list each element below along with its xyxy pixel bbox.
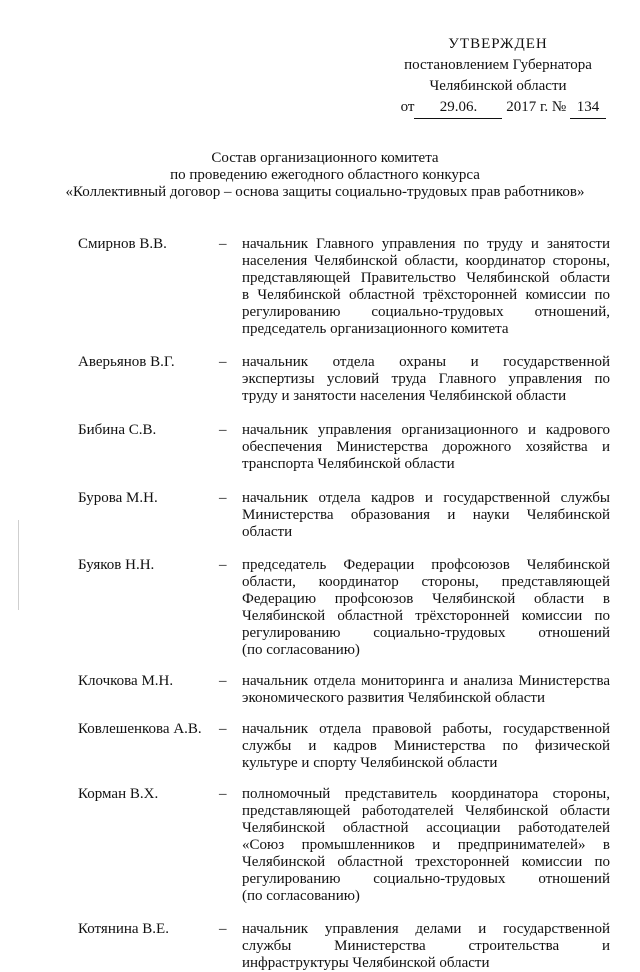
member-row [0, 422, 640, 473]
document-title-line-1: Состав организационного комитета [211, 150, 439, 166]
member-dash: – [219, 490, 227, 506]
member-position-line: обеспечения Министерства дорожного хозяйства и [242, 439, 610, 455]
member-position-line: инфраструктуры Челябинской области [242, 955, 490, 971]
document-title-line-2: по проведению ежегодного областного конкурса [170, 167, 480, 183]
member-position-line: экспертизы условий труда Главного управления по [242, 371, 610, 387]
member-name: Котянина В.Е. [78, 921, 169, 937]
member-position-line: области [242, 524, 293, 540]
member-dash: – [219, 721, 227, 737]
member-position-line: регулированию социально-трудовых отношений [242, 625, 610, 641]
member-name: Бурова М.Н. [78, 490, 158, 506]
approval-stamp [368, 34, 628, 119]
member-position-line: начальник отдела кадров и государственной службы [242, 490, 610, 506]
member-dash: – [219, 786, 227, 802]
member-position-line: транспорта Челябинской области [242, 456, 455, 472]
member-name: Смирнов В.В. [78, 236, 167, 252]
document-title [30, 150, 620, 201]
member-row [0, 673, 640, 707]
member-position-line: труду и занятости населения Челябинской области [242, 388, 567, 404]
member-name: Клочкова М.Н. [78, 673, 174, 689]
member-name: Ковлешенкова А.В. [78, 721, 202, 737]
member-position-line: председатель организационного комитета [242, 321, 509, 337]
member-position [242, 921, 610, 972]
member-position-line: начальник отдела правовой работы, государственной [242, 721, 610, 737]
member-position-line: Челябинской областной трехсторонней комиссии по [242, 854, 610, 870]
member-position-line: Челябинской областной ассоциации работодателей [242, 820, 610, 836]
member-row [0, 786, 640, 905]
member-name: Бибина С.В. [78, 422, 157, 438]
member-position-line: полномочный представитель координатора стороны, [242, 786, 610, 802]
member-position-line: начальник управления делами и государственной [242, 921, 610, 937]
member-row [0, 921, 640, 972]
member-dash: – [219, 921, 227, 937]
members-list [0, 236, 640, 972]
approval-number: 134 [570, 97, 606, 119]
member-position [242, 354, 610, 405]
member-position-line: в Челябинской областной трёхсторонней комиссии по [242, 287, 610, 303]
member-position [242, 721, 610, 772]
member-dash: – [219, 422, 227, 438]
member-dash: – [219, 673, 227, 689]
member-position-line: населения Челябинской области, координатор стороны, [242, 253, 610, 269]
member-position-line: представляющей Правительство Челябинской области [242, 270, 610, 286]
member-position-line: начальник отдела охраны и государственной [242, 354, 610, 370]
member-position-line: Министерства образования и науки Челябинской [242, 507, 610, 523]
approval-heading: УТВЕРЖДЕН [448, 36, 548, 52]
member-position-line: Федерацию профсоюзов Челябинской области в [242, 591, 610, 607]
member-position-line: «Союз промышленников и предпринимателей» в [242, 837, 610, 853]
member-position-line: области, координатор стороны, представляющей [242, 574, 610, 590]
member-dash: – [219, 236, 227, 252]
member-name: Корман В.Х. [78, 786, 159, 802]
member-row [0, 557, 640, 659]
member-position-line: начальник управления организационного и кадрового [242, 422, 610, 438]
member-position-line: культуре и спорту Челябинской области [242, 755, 498, 771]
approval-line-1: постановлением Губернатора [404, 57, 592, 73]
member-position-line: (по согласованию) [242, 888, 360, 904]
member-dash: – [219, 354, 227, 370]
member-dash: – [219, 557, 227, 573]
member-position-line: службы Министерства строительства и [242, 938, 610, 954]
member-position-line: экономического развития Челябинской области [242, 690, 546, 706]
member-position-line: представляющей работодателей Челябинской области [242, 803, 610, 819]
approval-order-line [368, 97, 628, 119]
member-position-line: Челябинской областной трёхсторонней комиссии по [242, 608, 610, 624]
member-position-line: регулированию социально-трудовых отношений [242, 871, 610, 887]
member-position [242, 422, 610, 473]
member-row [0, 721, 640, 772]
approval-from-label: от [400, 99, 415, 115]
member-name: Аверьянов В.Г. [78, 354, 175, 370]
member-position-line: председатель Федерации профсоюзов Челябинской [242, 557, 610, 573]
member-row [0, 354, 640, 405]
member-position-line: службы и кадров Министерства по физической [242, 738, 610, 754]
member-position [242, 557, 610, 659]
member-position-line: начальник Главного управления по труду и занятости [242, 236, 610, 252]
document-title-line-3: «Коллективный договор – основа защиты социально-трудовых прав работников» [65, 184, 585, 200]
member-position [242, 786, 610, 905]
approval-year-label: 2017 г. № [506, 99, 567, 115]
member-position-line: (по согласованию) [242, 642, 360, 658]
member-name: Буяков Н.Н. [78, 557, 155, 573]
member-position [242, 236, 610, 338]
approval-date: 29.06. [414, 97, 502, 119]
member-row [0, 490, 640, 541]
member-position-line: регулированию социально-трудовых отношений, [242, 304, 610, 320]
approval-line-2: Челябинской области [429, 78, 567, 94]
member-position [242, 490, 610, 541]
member-row [0, 236, 640, 338]
member-position-line: начальник отдела мониторинга и анализа Министерства [242, 673, 610, 689]
member-position [242, 673, 610, 707]
